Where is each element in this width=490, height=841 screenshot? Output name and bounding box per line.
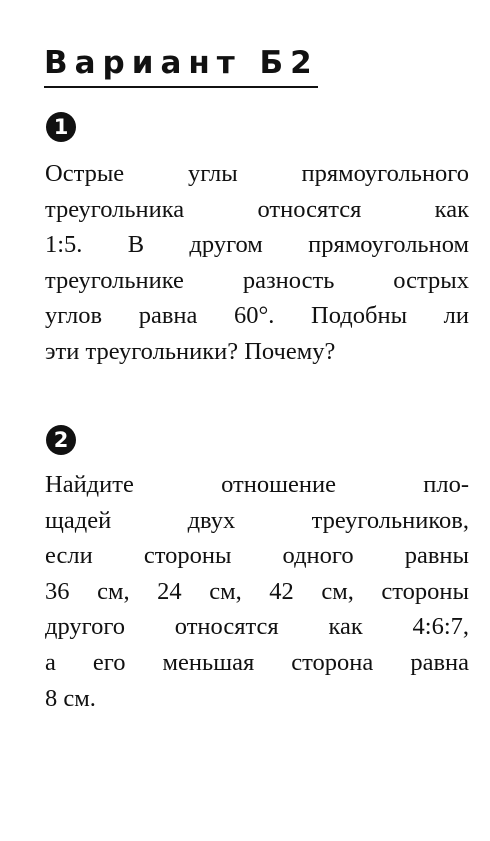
task-2-text [45,467,469,716]
task-1-text [45,156,469,370]
variant-heading: Вариант Б2 [44,44,318,88]
task-1-line: углов равна 60°. Подобны ли [45,302,469,330]
task-1-line: треугольнике разность острых [45,266,469,294]
task-1-line: треугольника относятся как [45,195,469,223]
task-2-line: 8 см. [45,684,96,712]
task-1-line: 1:5. В другом прямоугольном [45,231,469,259]
task-2-line: а его меньшая сторона равна [45,648,469,676]
task-1-line: эти треугольники? Почему? [45,337,336,365]
task-2-line: другого относятся как 4:6:7, [45,613,469,641]
task-2-line: 36 см, 24 см, 42 см, стороны [45,577,469,605]
task-1-number-badge: 1 [46,112,76,142]
task-2-line: Найдите отношение пло- [45,471,469,498]
task-2-number-badge: 2 [46,425,76,455]
task-2-line: щадей двух треугольников, [45,506,469,534]
task-1-line: Острые углы прямоугольного [45,160,469,187]
task-2-line: если стороны одного равны [45,542,469,570]
